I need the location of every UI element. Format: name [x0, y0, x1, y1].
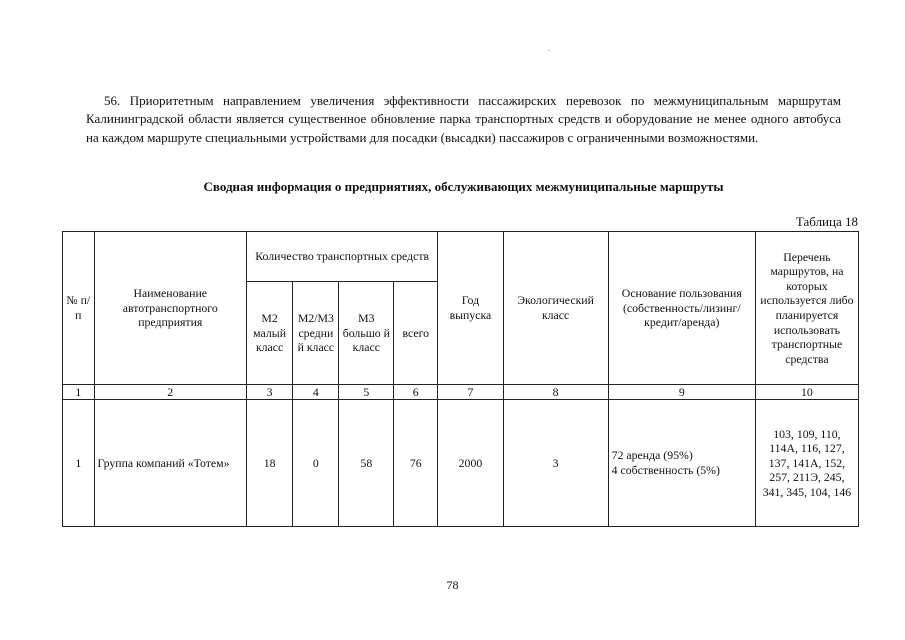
cell-m2: 18 — [246, 400, 292, 527]
table-caption: Таблица 18 — [795, 214, 858, 229]
page-number: 78 — [446, 578, 459, 592]
col-num: 6 — [394, 385, 438, 400]
header-vehicles-group: Количество транспортных средств — [246, 232, 437, 282]
col-num: 5 — [339, 385, 394, 400]
cell-year: 2000 — [438, 400, 503, 527]
header-company: Наименование автотранспортного предприятия — [94, 232, 246, 385]
col-num: 7 — [438, 385, 503, 400]
cell-m2m3: 0 — [293, 400, 339, 527]
basis-line: 4 собственность (5%) — [611, 463, 720, 477]
cell-total: 76 — [394, 400, 438, 527]
table-row — [63, 400, 859, 527]
column-number-row — [63, 385, 859, 400]
header-m2m3: М2/М3 средни й класс — [293, 282, 339, 385]
header-m3: М3 большо й класс — [339, 282, 394, 385]
scan-speck — [548, 49, 550, 51]
header-total: всего — [394, 282, 438, 385]
summary-table — [62, 231, 859, 527]
section-heading: Сводная информация о предприятиях, обслуживающих межмуниципальные маршруты — [203, 179, 724, 194]
header-year: Год выпуска — [438, 232, 503, 385]
header-no: № п/п — [63, 232, 95, 385]
cell-m3: 58 — [339, 400, 394, 527]
col-num: 1 — [63, 385, 95, 400]
basis-line: 72 аренда (95%) — [611, 448, 693, 463]
cell-eco: 3 — [503, 400, 608, 527]
col-num: 2 — [94, 385, 246, 400]
header-basis: Основание пользования (собственность/лизинг/ кредит/аренда) — [608, 232, 755, 385]
col-num: 4 — [293, 385, 339, 400]
col-num: 8 — [503, 385, 608, 400]
cell-routes: 103, 109, 110, 114А, 116, 127, 137, 141А, 152, 257, 211Э, 245, 341, 345, 104, 146 — [755, 400, 858, 527]
paragraph-56: 56. Приоритетным направлением увеличения эффективности пассажирских перевозок по межмуниципальным маршрутам Калининградской области является существенное обновление парка транспортных средств и оборудование не менее одного автобуса на каждом маршруте специальными устройствами для посадки (высадки) пассажиров с ограниченными возможностями. — [86, 93, 841, 145]
header-m2: М2 малый класс — [246, 282, 292, 385]
col-num: 3 — [246, 385, 292, 400]
col-num: 10 — [755, 385, 858, 400]
col-num: 9 — [608, 385, 755, 400]
header-row-1 — [63, 232, 859, 282]
header-eco-class: Экологический класс — [503, 232, 608, 385]
header-routes: Перечень маршрутов, на которых используется либо планируется использовать транспортные средства — [755, 232, 858, 385]
cell-no: 1 — [63, 400, 95, 527]
cell-basis — [608, 400, 755, 527]
cell-company: Группа компаний «Тотем» — [94, 400, 246, 527]
